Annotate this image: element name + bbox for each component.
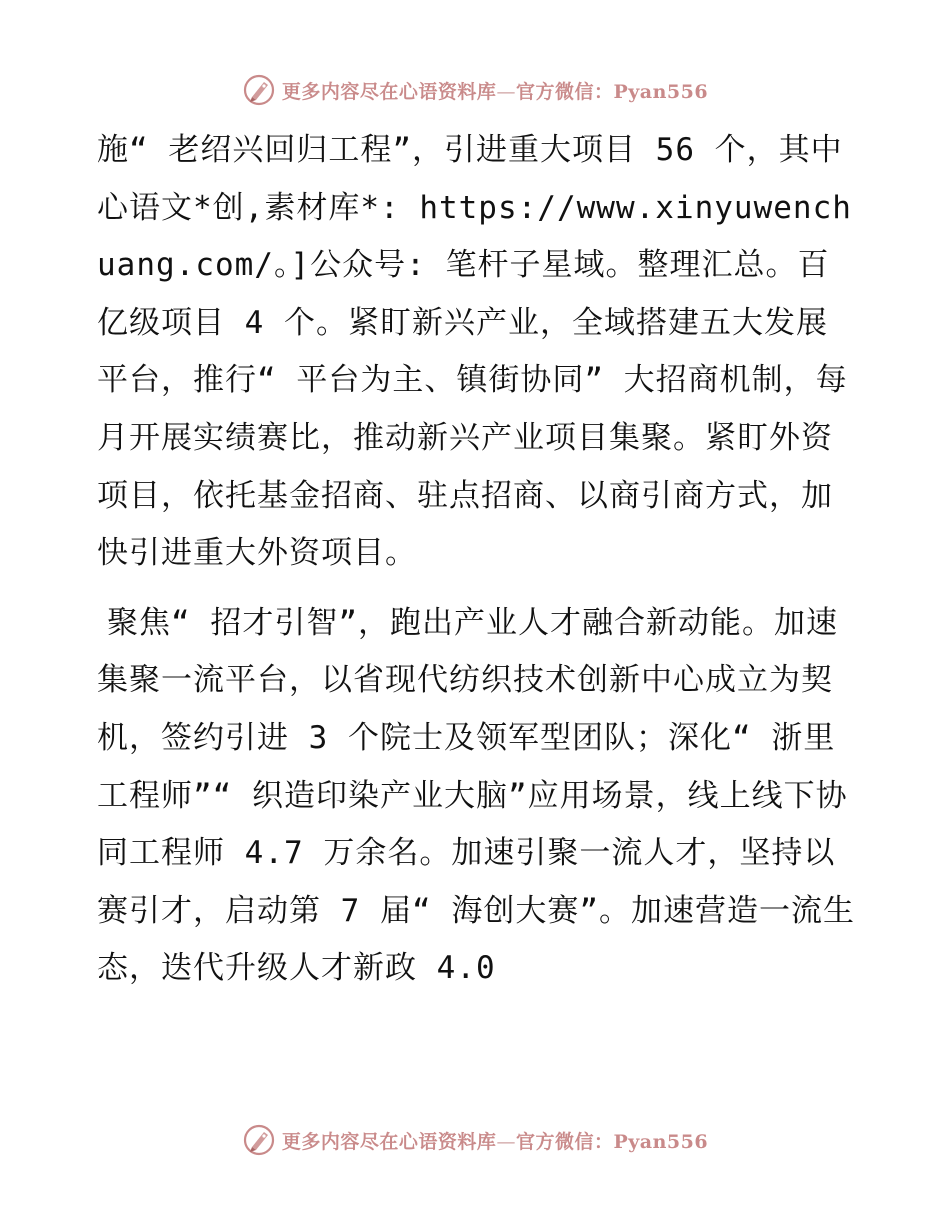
paragraph-2: 聚焦“ 招才引智”，跑出产业人才融合新动能。加速集聚一流平台，以省现代纺织技术创新中心成立为契机，签约引进 3 个院士及领军型团队；深化“ 浙里工程师”“ 织造印染产业大脑”应用场景，线上线下协同工程师 4.7 万余名。加速引聚一流人才，坚持以赛引才，启动第 7 届“ 海创大赛”。加速营造一流生态，迭代升级人才新政 4.0: [97, 604, 855, 987]
header-watermark-banner: [0, 70, 950, 110]
pen-nib-logo-icon: [242, 1123, 276, 1157]
watermark-text: 更多内容尽在心语资料库—官方微信：Pyan556: [281, 1130, 709, 1153]
pen-nib-logo-icon: [242, 73, 276, 107]
document-body: [97, 122, 857, 998]
footer-watermark-banner: [0, 1120, 950, 1160]
watermark-text: 更多内容尽在心语资料库—官方微信：Pyan556: [281, 80, 709, 103]
paragraph-1: 施“ 老绍兴回归工程”，引进重大项目 56 个，其中心语文*创,素材库*: https://www.xinyuwenchuang.com/。]公众号: 笔杆子星域。整理汇总。百亿级项目 4 个。紧盯新兴产业，全域搭建五大发展平台，推行“ 平台为主、镇街协同” 大招商机制，每月开展实绩赛比，推动新兴产业项目集聚。紧盯外资项目，依托基金招商、驻点招商、以商引商方式，加快引进重大外资项目。: [97, 132, 852, 572]
